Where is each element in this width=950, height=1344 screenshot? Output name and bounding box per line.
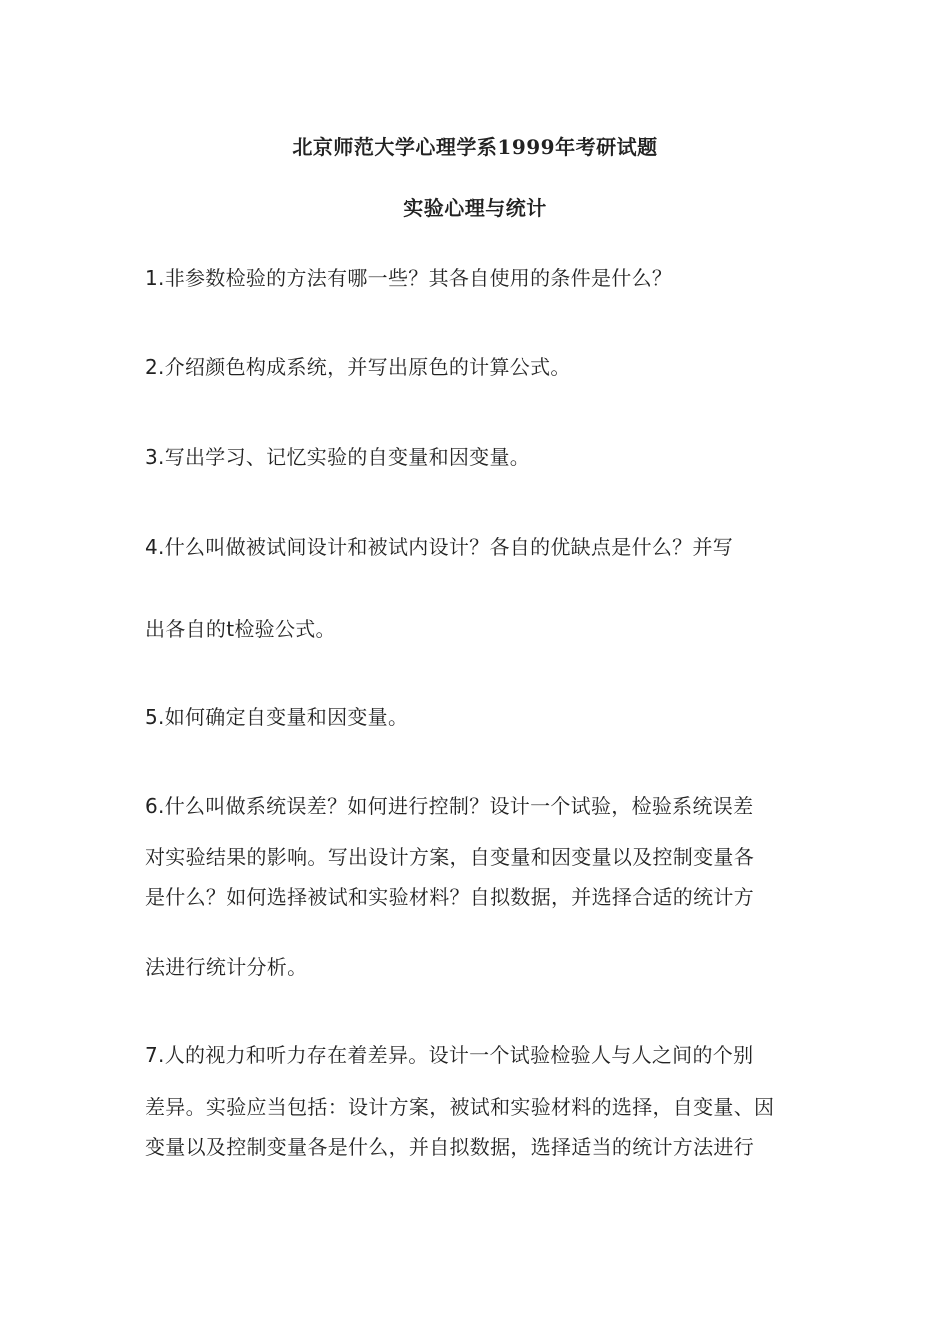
document-subtitle: 实验心理与统计 <box>403 196 547 220</box>
question-7-line-3: 变量以及控制变量各是什么，并自拟数据，选择适当的统计方法进行 <box>145 1135 754 1159</box>
question-3 <box>145 443 815 471</box>
question-6-line-2: 对实验结果的影响。写出设计方案，自变量和因变量以及控制变量各 <box>145 845 754 869</box>
question-4 <box>145 533 815 561</box>
question-6 <box>145 792 815 820</box>
question-text: 写出学习、记忆实验的自变量和因变量。 <box>164 445 531 469</box>
question-number: 7. <box>145 1043 165 1067</box>
t-symbol: t <box>226 617 235 641</box>
question-text: 介绍颜色构成系统，并写出原色的计算公式。 <box>164 355 571 379</box>
question-number: 1. <box>145 266 165 290</box>
question-number: 3. <box>145 445 165 469</box>
question-text: 什么叫做系统误差？如何进行控制？设计一个试验，检验系统误差 <box>164 794 754 818</box>
question-text: 人的视力和听力存在着差异。设计一个试验检验人与人之间的个别 <box>164 1043 754 1067</box>
question-7-line-2: 差异。实验应当包括：设计方案，被试和实验材料的选择，自变量、因 <box>145 1095 775 1119</box>
question-text: 检验公式。 <box>234 617 336 641</box>
question-text: 出各自的 <box>145 617 227 641</box>
question-4-continuation <box>145 615 815 643</box>
question-6-line-3: 是什么？如何选择被试和实验材料？自拟数据，并选择合适的统计方 <box>145 885 754 909</box>
question-number: 4. <box>145 535 165 559</box>
question-number: 2. <box>145 355 165 379</box>
question-text: 什么叫做被试间设计和被试内设计？各自的优缺点是什么？并写 <box>164 535 734 559</box>
question-5 <box>145 703 815 731</box>
question-2 <box>145 353 815 381</box>
document-title: 北京师范大学心理学系1999年考研试题 <box>292 135 658 159</box>
question-text: 如何确定自变量和因变量。 <box>164 705 409 729</box>
question-1 <box>145 264 815 292</box>
question-7 <box>145 1041 815 1069</box>
question-text: 非参数检验的方法有哪一些？其各自使用的条件是什么？ <box>164 266 673 290</box>
question-number: 5. <box>145 705 165 729</box>
question-number: 6. <box>145 794 165 818</box>
question-6-line-4: 法进行统计分析。 <box>145 955 308 979</box>
